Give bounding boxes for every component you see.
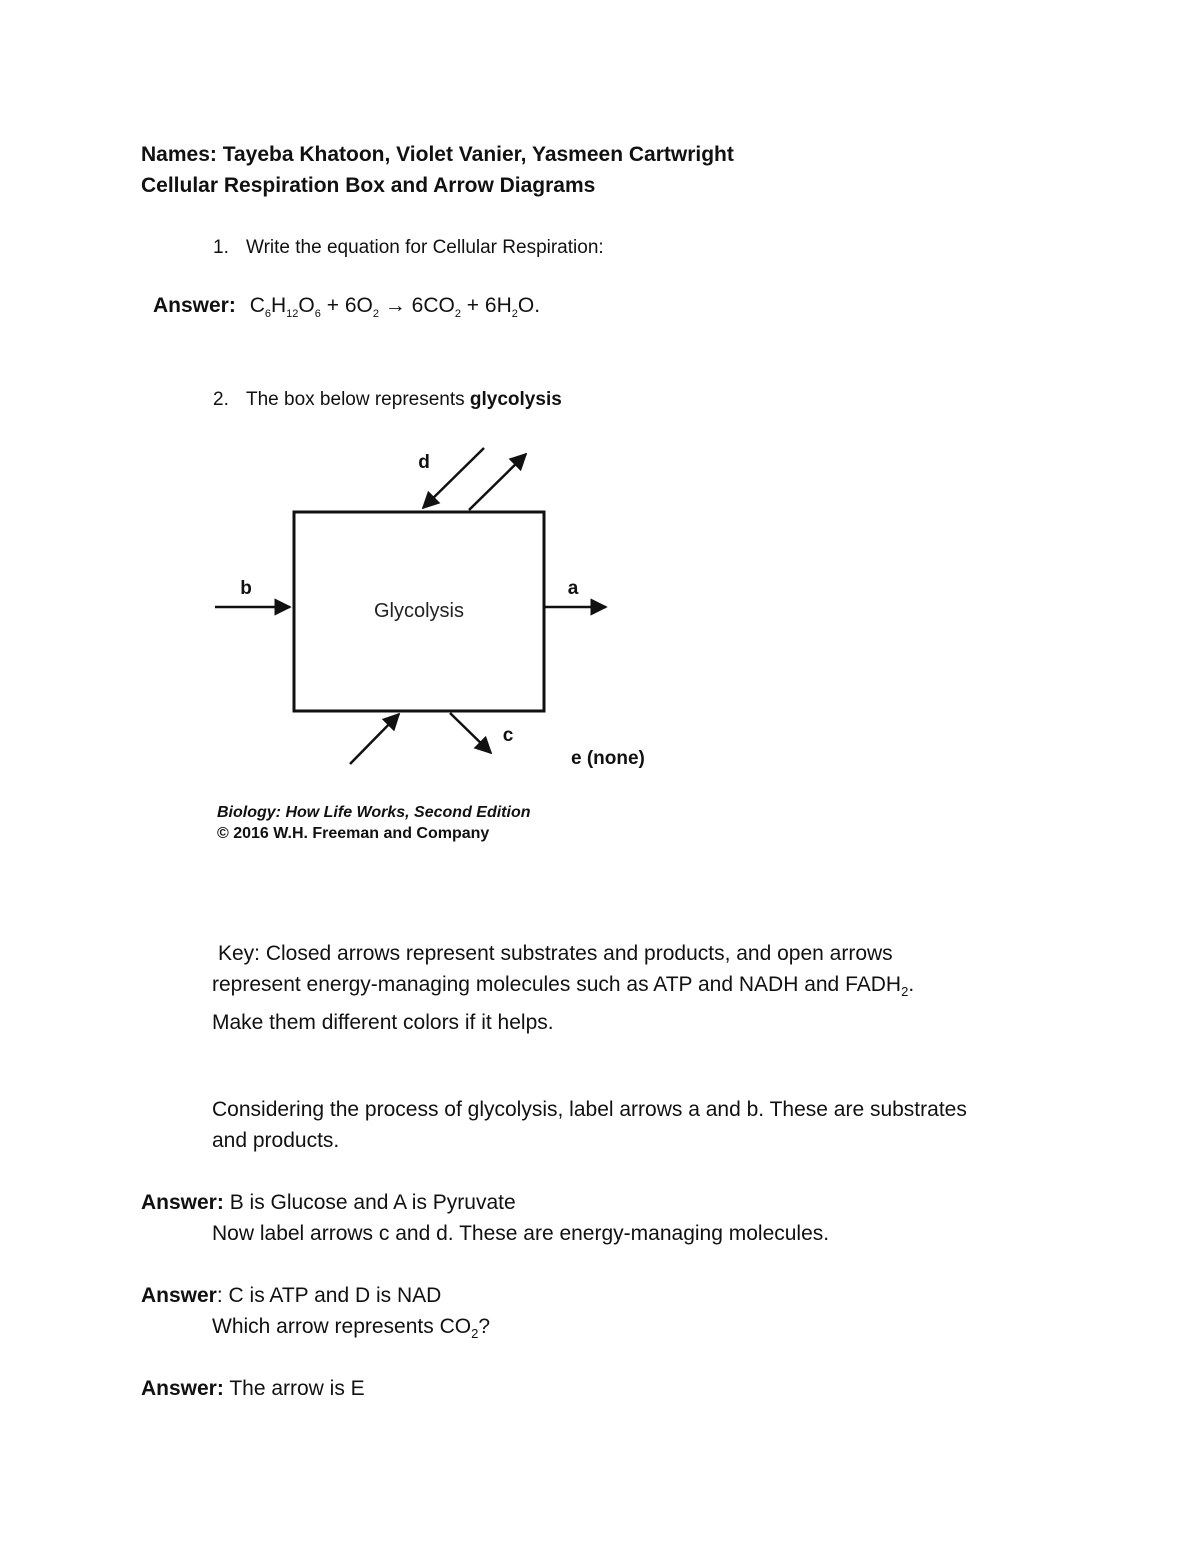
part-ab-line-1: Considering the process of glycolysis, label arrows a and b. These are substrates: [212, 1098, 967, 1121]
prompt-co2: Which arrow represents $CO_2$?: [212, 1315, 490, 1342]
box-label: Glycolysis: [373, 600, 465, 622]
equation: $C_6H_{12}O_6 + 6O_2 \to 6CO_2 + 6H_2O$.: [249, 294, 541, 321]
question-1-text: Write the equation for Cellular Respiration:: [246, 237, 604, 258]
key-line-2: represent energy-managing molecules such as ATP and NADH and $FADH_2$.: [212, 973, 915, 1000]
key-paragraph: [212, 938, 914, 1038]
credit-line-1: Biology: How Life Works, Second Edition: [217, 804, 531, 821]
label-d: d: [418, 452, 430, 473]
label-e: e (none): [571, 748, 645, 769]
part-ab-instructions: [212, 1094, 967, 1156]
prompt-cd: Now label arrows c and d. These are energy-managing molecules.: [212, 1222, 830, 1245]
label-c: c: [502, 725, 514, 746]
answer-cd: Answer: C is ATP and D is NAD: [141, 1284, 442, 1307]
question-2-text: The box below represents glycolysis: [246, 389, 562, 410]
student-names: Names: Tayeba Khatoon, Violet Vanier, Yasmeen Cartwright: [141, 143, 734, 166]
arrow-c: [450, 713, 491, 753]
label-b: b: [240, 578, 252, 599]
key-line-1: Key: Closed arrows represent substrates and products, and open arrows: [218, 942, 893, 965]
page-title: Cellular Respiration Box and Arrow Diagrams: [141, 174, 596, 197]
glycolysis-diagram: [190, 430, 690, 860]
answer-1: [153, 294, 540, 320]
arrow-e-in: [350, 714, 399, 764]
label-a: a: [567, 578, 579, 599]
question-1-number: 1.: [213, 237, 229, 258]
answer-ab: Answer: B is Glucose and A is Pyruvate: [141, 1191, 516, 1214]
part-ab-line-2: and products.: [212, 1129, 340, 1152]
question-2-number: 2.: [213, 389, 229, 410]
key-line-3: Make them different colors if it helps.: [212, 1011, 554, 1035]
answer-co2: Answer: The arrow is E: [141, 1377, 365, 1400]
credit-line-2: © 2016 W.H. Freeman and Company: [217, 825, 490, 842]
arrow-d-out: [469, 454, 526, 510]
arrow-d-in: [423, 448, 484, 508]
answer-label: Answer:: [153, 294, 236, 317]
